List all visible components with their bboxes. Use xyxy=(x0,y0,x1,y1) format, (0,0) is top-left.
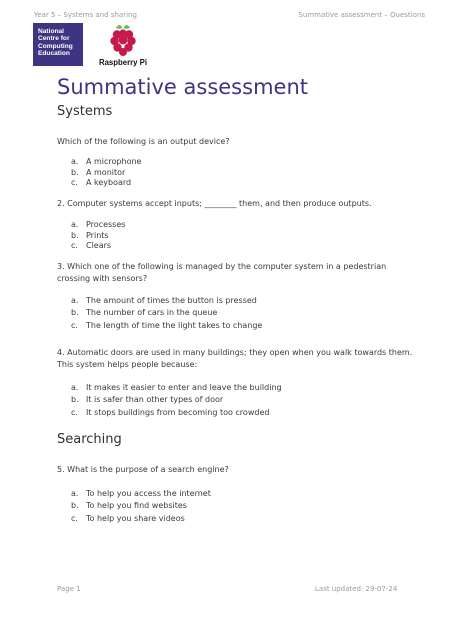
answer-option xyxy=(71,320,262,332)
option-marker: c. xyxy=(71,241,78,251)
answer-option xyxy=(71,231,125,242)
option-text: It stops buildings from becoming too crowded xyxy=(86,407,270,417)
option-text: It makes it easier to enter and leave the building xyxy=(86,383,282,392)
ncce-logo-line: National xyxy=(38,28,65,35)
option-text: To help you find websites xyxy=(86,501,187,511)
question-3-text: 3. Which one of the following is managed by the computer system in a pedestrian crossing with sensors? xyxy=(57,262,387,283)
option-marker: a. xyxy=(71,296,79,305)
answer-option xyxy=(71,220,125,231)
answer-option xyxy=(71,307,262,319)
answer-option xyxy=(71,157,141,168)
answer-option xyxy=(71,407,282,419)
footer-last-updated: Last updated: 29-07-24 xyxy=(315,585,398,593)
raspberry-icon xyxy=(105,22,141,58)
header-right-text: Summative assessment – Questions xyxy=(298,11,425,19)
answer-option xyxy=(71,382,282,394)
option-marker: a. xyxy=(71,157,79,166)
option-text: The amount of times the button is pressed xyxy=(86,296,257,305)
question-3-options xyxy=(71,295,262,332)
question-1-text: Which of the following is an output device? xyxy=(57,137,230,146)
ncce-logo-line: Education xyxy=(38,49,70,57)
question-5-text: 5. What is the purpose of a search engine? xyxy=(57,465,229,474)
option-text: A monitor xyxy=(86,167,126,177)
answer-option xyxy=(71,394,282,406)
option-text: It is safer than other types of door xyxy=(86,395,224,405)
header-left-text: Year 5 – Systems and sharing xyxy=(34,11,137,19)
answer-option xyxy=(71,295,262,307)
option-marker: c. xyxy=(71,320,78,330)
answer-option xyxy=(71,168,141,179)
answer-option xyxy=(71,488,211,500)
option-text: Processes xyxy=(86,220,126,229)
raspberry-pi-logo xyxy=(98,22,148,68)
option-marker: c. xyxy=(71,513,78,523)
ncce-logo xyxy=(33,23,83,66)
answer-option xyxy=(71,241,125,252)
question-4-text: 4. Automatic doors are used in many buildings; they open when you walk towards them. This system helps people because: xyxy=(57,348,413,369)
section-heading-systems: Systems xyxy=(57,104,113,119)
answer-option xyxy=(71,500,211,512)
option-marker: b. xyxy=(71,230,79,240)
option-marker: a. xyxy=(71,383,79,392)
option-text: The length of time the light takes to change xyxy=(86,320,263,330)
option-text: Clears xyxy=(86,241,112,251)
footer-page-number: Page 1 xyxy=(57,585,81,593)
raspberry-pi-label: Raspberry Pi xyxy=(98,58,148,67)
option-marker: c. xyxy=(71,407,78,417)
option-marker: a. xyxy=(71,220,79,229)
option-marker: b. xyxy=(71,395,79,405)
page-title: Summative assessment xyxy=(57,75,308,99)
option-marker: b. xyxy=(71,308,79,318)
option-marker: b. xyxy=(71,167,79,177)
question-2-text: 2. Computer systems accept inputs; ________ them, and then produce outputs. xyxy=(57,199,372,208)
question-5-options xyxy=(71,488,211,525)
option-marker: c. xyxy=(71,178,78,188)
option-text: Prints xyxy=(86,230,109,240)
section-heading-searching: Searching xyxy=(57,432,122,447)
question-4-options xyxy=(71,382,282,419)
option-text: To help you share videos xyxy=(86,513,185,523)
option-marker: b. xyxy=(71,501,79,511)
option-text: The number of cars in the queue xyxy=(86,308,218,318)
ncce-logo-line: Centre for xyxy=(38,35,70,43)
option-text: To help you access the internet xyxy=(86,489,211,498)
ncce-logo-line: Computing xyxy=(38,42,73,50)
question-2-options xyxy=(71,220,125,252)
question-1-options xyxy=(71,157,141,189)
option-marker: a. xyxy=(71,489,79,498)
option-text: A microphone xyxy=(86,157,142,166)
option-text: A keyboard xyxy=(86,178,132,188)
answer-option xyxy=(71,513,211,525)
answer-option xyxy=(71,178,141,189)
